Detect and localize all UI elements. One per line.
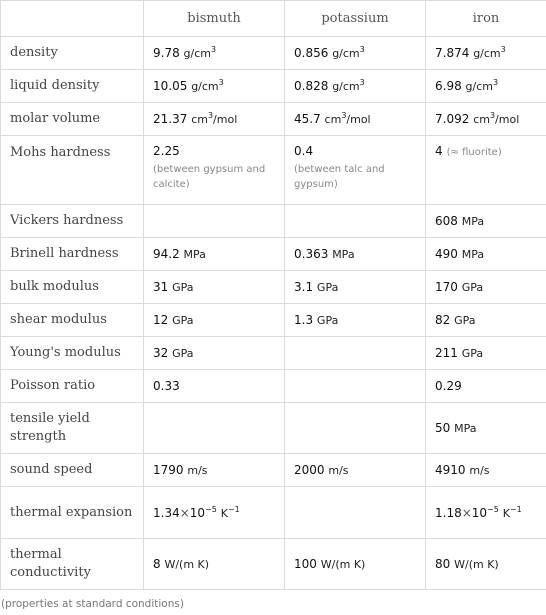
- table-cell: 7.874 $g/cm^3$: [426, 37, 546, 70]
- table-row: [1, 454, 546, 487]
- row-label: Vickers hardness: [1, 205, 144, 238]
- table-cell: [285, 205, 426, 238]
- table-cell: $1.18\times 10^{-5}$ $K^{-1}$: [426, 487, 546, 539]
- table-cell: 0.363 MPa: [285, 238, 426, 271]
- table-cell: 94.2 MPa: [144, 238, 285, 271]
- table-row: [1, 370, 546, 403]
- table-row: [1, 403, 546, 454]
- row-label: molar volume: [1, 103, 144, 136]
- table-row: [1, 70, 546, 103]
- column-header-iron: iron: [426, 1, 546, 37]
- row-label: sound speed: [1, 454, 144, 487]
- row-label: Young's modulus: [1, 337, 144, 370]
- row-label: Poisson ratio: [1, 370, 144, 403]
- table-cell: 0.856 $g/cm^3$: [285, 37, 426, 70]
- table-row: [1, 337, 546, 370]
- table-row: [1, 103, 546, 136]
- footnote: (properties at standard conditions): [1, 598, 184, 610]
- table-cell: 6.98 $g/cm^3$: [426, 70, 546, 103]
- table-row: [1, 271, 546, 304]
- table-cell: $1.34\times 10^{-5}$ $K^{-1}$: [144, 487, 285, 539]
- table-cell: 170 GPa: [426, 271, 546, 304]
- row-label: Brinell hardness: [1, 238, 144, 271]
- table-cell: [285, 487, 426, 539]
- table-cell: 490 MPa: [426, 238, 546, 271]
- table-cell: 3.1 GPa: [285, 271, 426, 304]
- table-cell: 12 GPa: [144, 304, 285, 337]
- row-label: thermal expansion: [1, 487, 144, 539]
- table-cell: [285, 370, 426, 403]
- table-cell: [285, 403, 426, 454]
- table-cell: 0.29: [426, 370, 546, 403]
- table-cell: 608 MPa: [426, 205, 546, 238]
- table-row: [1, 238, 546, 271]
- table-cell: 21.37 $cm^3$/mol: [144, 103, 285, 136]
- table-cell: 0.4 (between talc and gypsum): [285, 136, 426, 205]
- table-cell: 0.33: [144, 370, 285, 403]
- table-cell: 82 GPa: [426, 304, 546, 337]
- table-cell: [144, 205, 285, 238]
- table-cell: 8 W/(m K): [144, 539, 285, 590]
- table-cell: 80 W/(m K): [426, 539, 546, 590]
- table-cell: 4910 m/s: [426, 454, 546, 487]
- column-header-potassium: potassium: [285, 1, 426, 37]
- row-label: tensile yield strength: [1, 403, 144, 454]
- table-cell: 7.092 $cm^3$/mol: [426, 103, 546, 136]
- row-label: Mohs hardness: [1, 136, 144, 205]
- table-cell: 0.828 $g/cm^3$: [285, 70, 426, 103]
- table-cell: 4 (≈ fluorite): [426, 136, 546, 205]
- table-row: [1, 539, 546, 590]
- table-cell: 1790 m/s: [144, 454, 285, 487]
- table-cell: [144, 403, 285, 454]
- table-cell: 10.05 $g/cm^3$: [144, 70, 285, 103]
- cell-note: (between gypsum and calcite): [153, 164, 266, 190]
- cell-note: (between talc and gypsum): [294, 164, 385, 190]
- table-cell: 211 GPa: [426, 337, 546, 370]
- row-label: density: [1, 37, 144, 70]
- header-corner: [1, 1, 144, 37]
- table-cell: 1.3 GPa: [285, 304, 426, 337]
- table-row: [1, 37, 546, 70]
- table-row: [1, 487, 546, 539]
- row-label: thermal conductivity: [1, 539, 144, 590]
- table-cell: 9.78 $g/cm^3$: [144, 37, 285, 70]
- table-cell: 32 GPa: [144, 337, 285, 370]
- table-row: [1, 205, 546, 238]
- table-row: [1, 304, 546, 337]
- table-cell: [285, 337, 426, 370]
- table-cell: 2000 m/s: [285, 454, 426, 487]
- column-header-bismuth: bismuth: [144, 1, 285, 37]
- row-label: shear modulus: [1, 304, 144, 337]
- header-row: [1, 1, 546, 37]
- table-cell: 2.25 (between gypsum and calcite): [144, 136, 285, 205]
- cell-note: (≈ fluorite): [446, 147, 502, 158]
- table-cell: 45.7 $cm^3$/mol: [285, 103, 426, 136]
- row-label: bulk modulus: [1, 271, 144, 304]
- table-cell: 31 GPa: [144, 271, 285, 304]
- row-label: liquid density: [1, 70, 144, 103]
- table-row: [1, 136, 546, 205]
- table-cell: 100 W/(m K): [285, 539, 426, 590]
- table-cell: 50 MPa: [426, 403, 546, 454]
